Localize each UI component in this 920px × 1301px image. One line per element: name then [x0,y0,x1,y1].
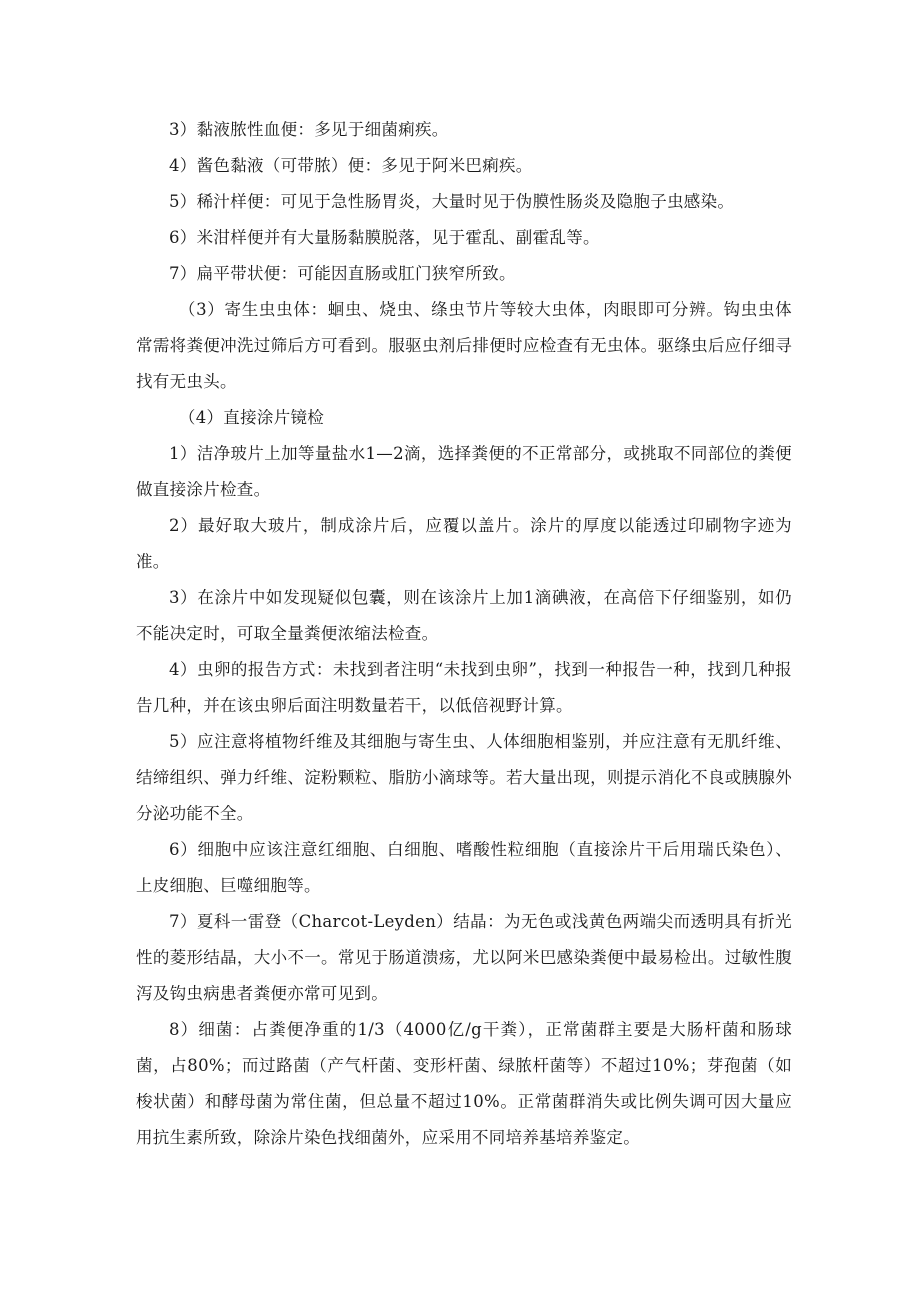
heading-direct-smear: （4）直接涂片镜检 [178,408,325,427]
paragraph-stool-watery: 5）稀汁样便：可见于急性肠胃炎，大量时见于伪膜性肠炎及隐胞子虫感染。 [169,192,735,211]
paragraph-plant-fibers: 5）应注意将植物纤维及其细胞与寄生虫、人体细胞相鉴别，并应注意有无肌纤维、结缔组织、弹力纤维、淀粉颗粒、脂肪小滴球等。若大量出现，则提示消化不良或胰腺外分泌功能不全。 [136,732,792,823]
paragraph-smear-step-2: 2）最好取大玻片，制成涂片后，应覆以盖片。涂片的厚度以能透过印刷物字迹为准。 [136,516,792,571]
paragraph-egg-reporting: 4）虫卵的报告方式：未找到者注明“未找到虫卵”，找到一种报告一种，找到几种报告几种，并在该虫卵后面注明数量若干，以低倍视野计算。 [136,660,792,715]
paragraph-bacteria: 8）细菌：占粪便净重的1/3（4000亿/g干粪），正常菌群主要是大肠杆菌和肠球菌，占80%；而过路菌（产气杆菌、变形杆菌、绿脓杆菌等）不超过10%；芽孢菌（如梭状菌）和酵母菌为常住菌，但总量不超过10%。正常菌群消失或比例失调可因大量应用抗生素所致，除涂片染色找细菌外，应采用不同培养基培养鉴定。 [136,1020,792,1147]
paragraph-charcot-leyden: 7）夏科一雷登（Charcot-Leyden）结晶：为无色或浅黄色两端尖而透明具有折光性的菱形结晶，大小不一。常见于肠道溃疡，尤以阿米巴感染粪便中最易检出。过敏性腹泻及钩虫病患者粪便亦常可见到。 [136,912,792,1003]
paragraph-parasite-bodies: （3）寄生虫虫体：蛔虫、烧虫、绦虫节片等较大虫体，肉眼即可分辨。钩虫虫体常需将粪便冲洗过筛后方可看到。服驱虫剂后排便时应检查有无虫体。驱绦虫后应仔细寻找有无虫头。 [136,300,792,391]
paragraph-stool-mucopurulent: 3）黏液脓性血便：多见于细菌痢疾。 [169,120,449,139]
paragraph-smear-step-1: 1）洁净玻片上加等量盐水1—2滴，选择粪便的不正常部分，或挑取不同部位的粪便做直接涂片检查。 [136,444,792,499]
document-body [136,112,792,1156]
paragraph-stool-flat-ribbon: 7）扁平带状便：可能因直肠或肛门狭窄所致。 [169,264,516,283]
paragraph-stool-rice-water: 6）米泔样便并有大量肠黏膜脱落，见于霍乱、副霍乱等。 [169,228,600,247]
paragraph-cells: 6）细胞中应该注意红细胞、白细胞、嗜酸性粒细胞（直接涂片干后用瑞氏染色）、上皮细胞、巨噬细胞等。 [136,840,792,895]
paragraph-stool-sauce-color: 4）酱色黏液（可带脓）便：多见于阿米巴痢疾。 [169,156,533,175]
paragraph-smear-step-3: 3）在涂片中如发现疑似包囊，则在该涂片上加1滴碘液，在高倍下仔细鉴别，如仍不能决定时，可取全量粪便浓缩法检查。 [136,588,792,643]
